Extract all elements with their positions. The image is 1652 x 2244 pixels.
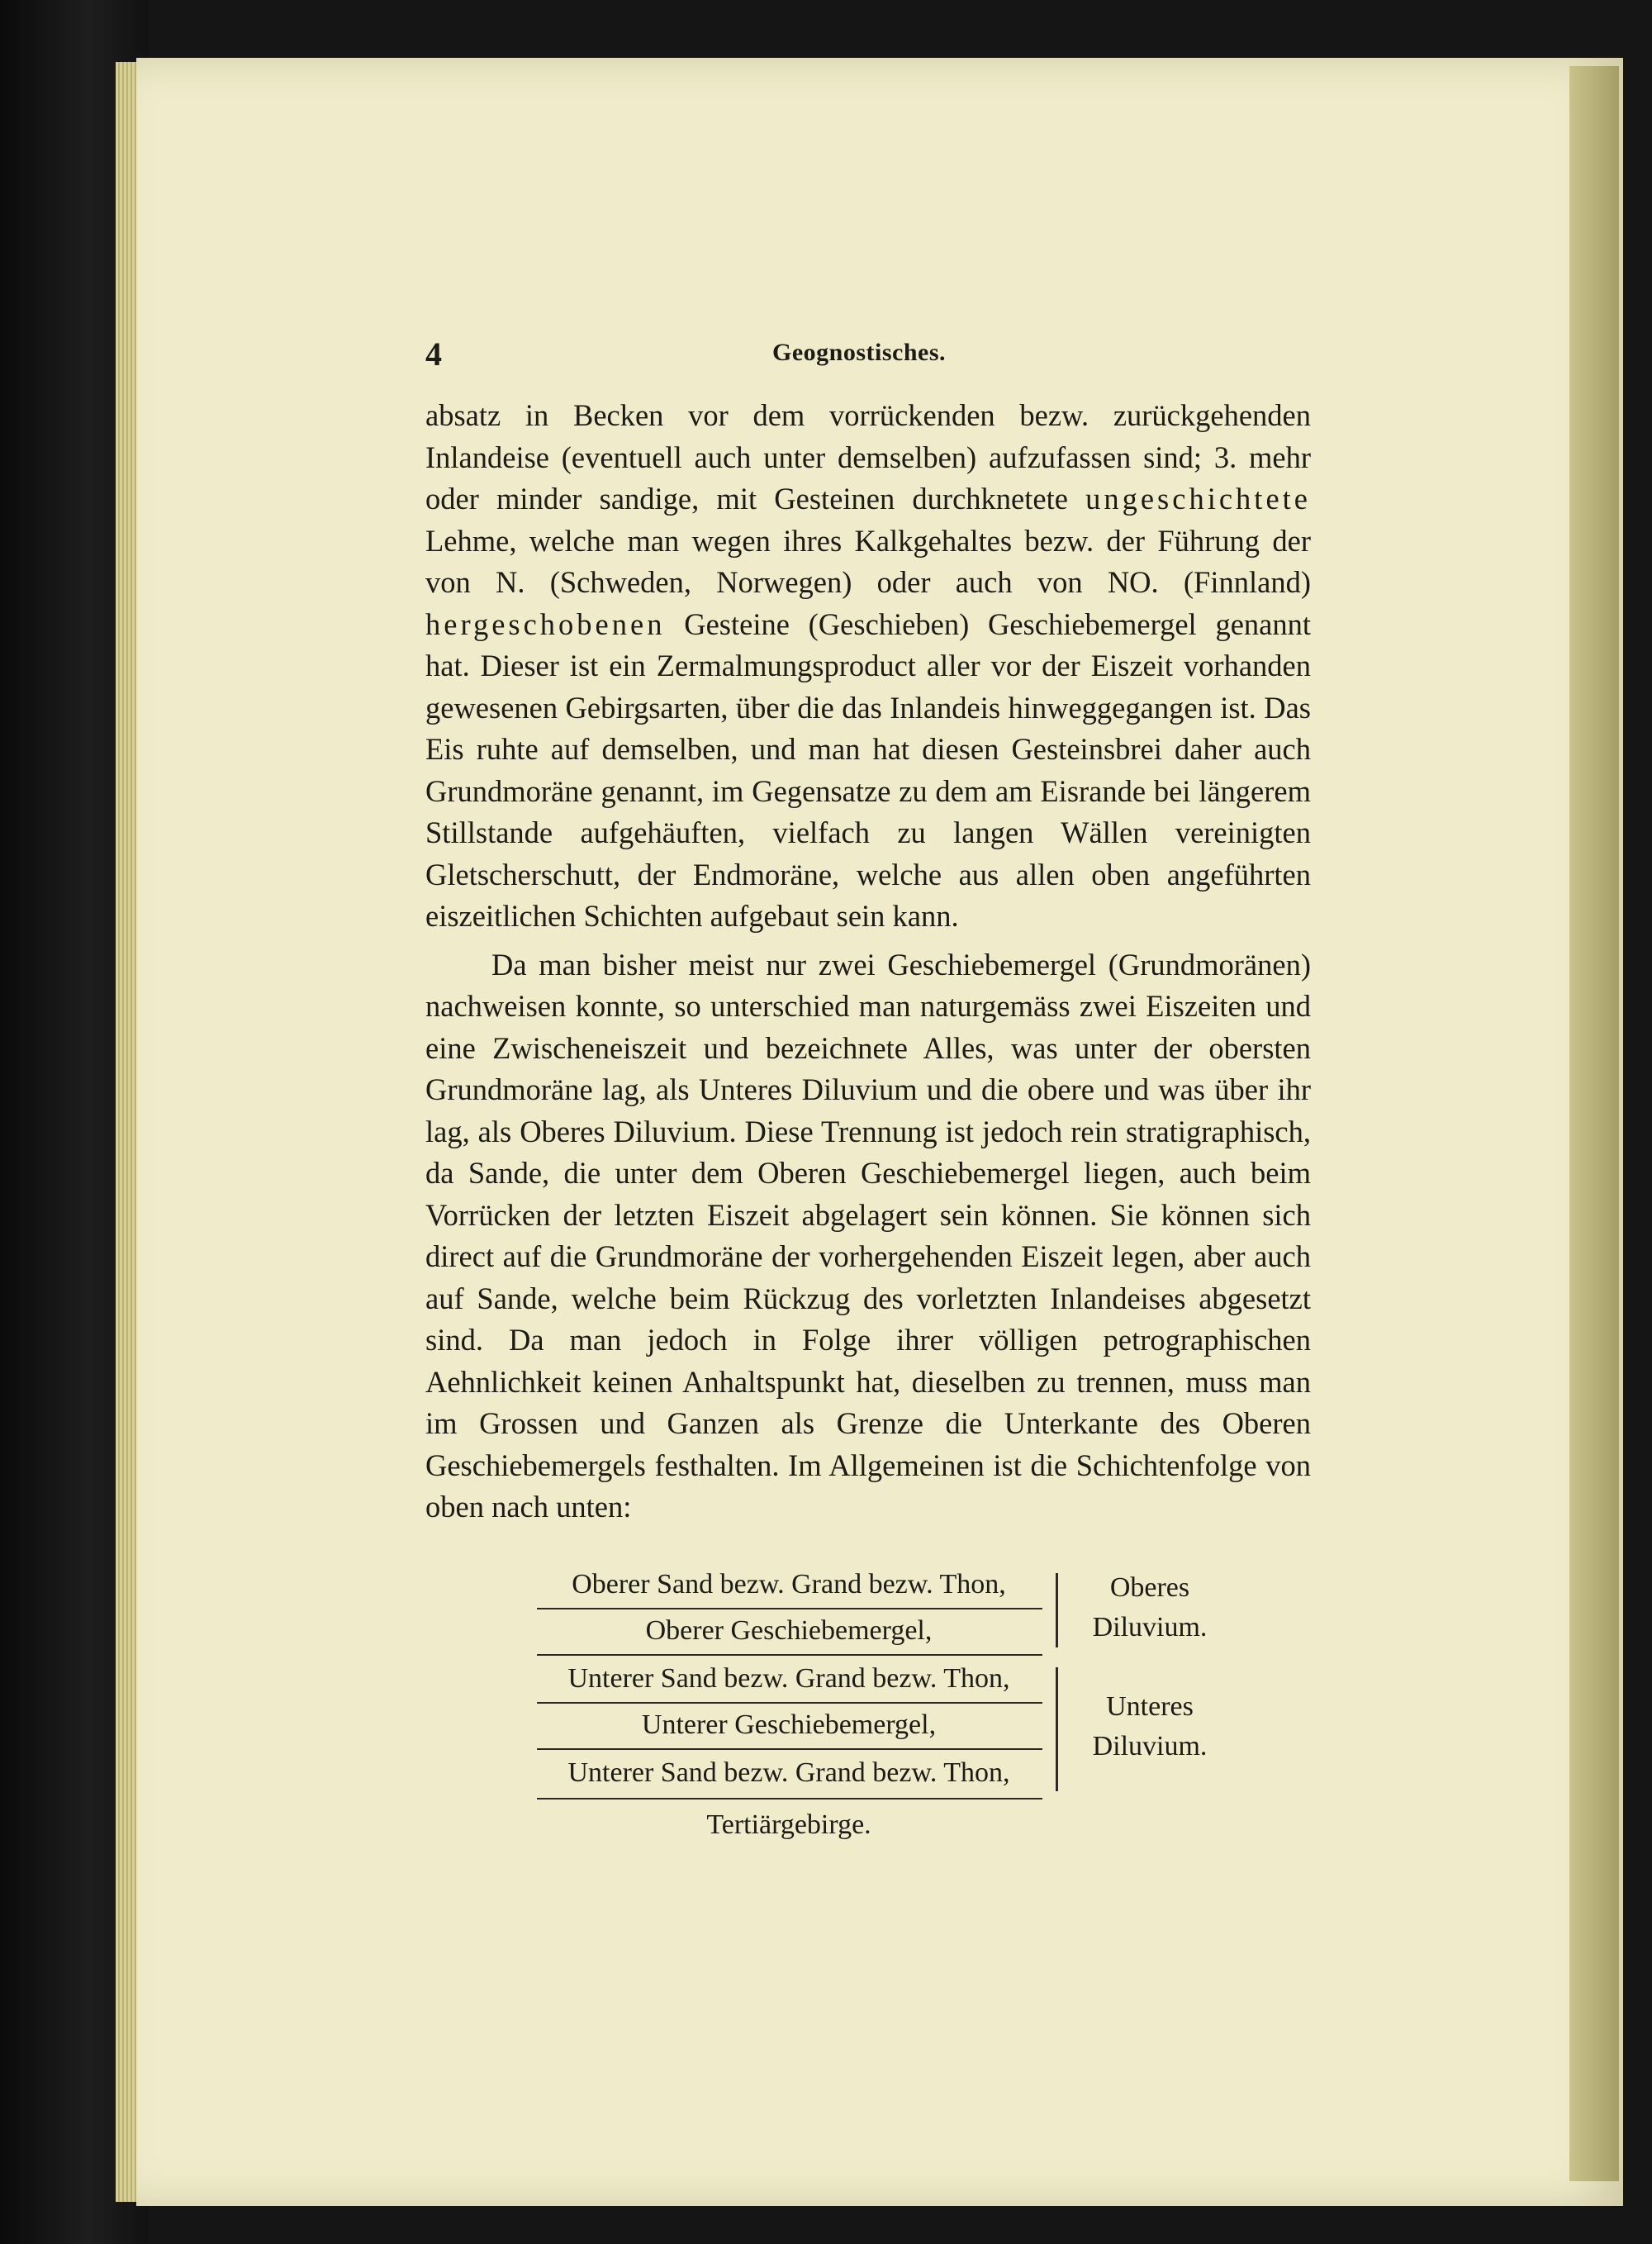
paragraph-1 (425, 395, 1311, 938)
layer-divider (537, 1654, 1042, 1656)
emphasis-ungeschichtete: ungeschichtete (1085, 482, 1311, 516)
group-label-upper: Oberes Diluvium. (1092, 1572, 1208, 1643)
layer-divider (537, 1798, 1042, 1799)
paragraph-1-part-2: Lehme, welche man wegen ihres Kalkgehaltes bezw. der Führung der von N. (Schweden, Norwegen) oder auch von NO. (Finnland) (425, 523, 1311, 599)
paragraph-1-part-1: absatz in Becken vor dem vorrückenden bezw. zurückgehenden Inlandeise (eventuell auch unter demselben) aufzufassen sind; 3. mehr oder minder sandige, mit Gesteinen durchknetete (425, 398, 1311, 516)
group-label-lower: Unteres Diluvium. (1092, 1691, 1208, 1761)
layer-lower-sand-2: Unterer Sand bezw. Grand bezw. Thon, (567, 1757, 1010, 1788)
base-layer: Tertiärgebirge. (706, 1809, 871, 1840)
next-page-edge (1569, 66, 1619, 2181)
layer-upper-till: Oberer Geschiebemergel, (645, 1615, 933, 1646)
running-title: Geognostisches. (772, 339, 946, 366)
paragraph-1-part-3: Gesteine (Geschieben) Geschiebemergel genannt hat. Dieser ist ein Zermalmungsproduct aller vor der Eiszeit vorhanden gewesenen Gebirgsarten, über die das Inlandeis hinweggegangen ist. Das Eis ruhte auf demselben, und man hat diesen Gesteinsbrei daher auch Grundmoräne genannt, im Gegensatze zu dem am Eisrande bei längerem Stillstande aufgehäuften, vielfach zu langen Wällen vereinigten Gletscherschutt, der Endmoräne, welche aus allen oben angeführten eiszeitlichen Schichten aufgebaut sein kann. (425, 606, 1311, 933)
page-number: 4 (425, 335, 442, 373)
layer-upper-sand: Oberer Sand bezw. Grand bezw. Thon, (572, 1569, 1006, 1600)
brace-upper (1047, 1573, 1058, 1647)
body-text (425, 395, 1311, 1528)
brace-lower (1047, 1667, 1058, 1791)
layer-divider (537, 1702, 1042, 1704)
emphasis-hergeschobenen: hergeschobenen (425, 606, 666, 641)
paragraph-2: Da man bisher meist nur zwei Geschiebemergel (Grundmoränen) nachweisen konnte, so unterschied man naturgemäss zwei Eiszeiten und eine Zwischeneiszeit und bezeichnete Alles, was unter der obersten Grundmoräne lag, als Unteres Diluvium und die obere und was über ihr lag, als Oberes Diluvium. Diese Trennung ist jedoch rein stratigraphisch, da Sande, die unter dem Oberen Geschiebemergel liegen, auch beim Vorrücken der letzten Eiszeit abgelagert sein können. Sie können sich direct auf die Grundmoräne der vorhergehenden Eiszeit legen, aber auch auf Sande, welche beim Rückzug des vorletzten Inlandeises abgesetzt sind. Da man jedoch in Folge ihrer völligen petrographischen Aehnlichkeit keinen Anhaltspunkt hat, dieselben zu trennen, muss man im Grossen und Ganzen als Grenze die Unterkante des Oberen Geschiebemergels festhalten. Im Allgemeinen ist die Schichtenfolge von oben nach unten: (425, 947, 1311, 1524)
layer-divider (537, 1608, 1042, 1609)
layer-lower-till: Unterer Geschiebemergel, (641, 1709, 937, 1740)
layer-divider (537, 1748, 1042, 1750)
layer-lower-sand-1: Unterer Sand bezw. Grand bezw. Thon, (567, 1663, 1010, 1694)
